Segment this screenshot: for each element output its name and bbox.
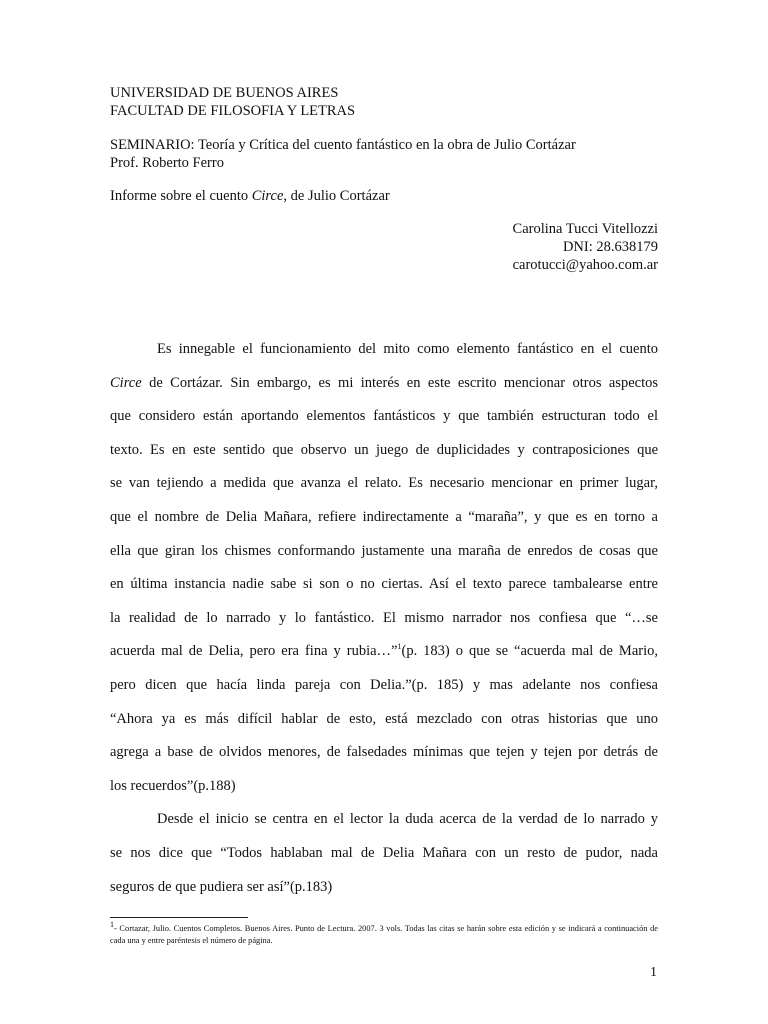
body-line: que considero están aportando elementos fantásticos y que también estructuran todo el [110, 408, 658, 425]
essay-body [110, 333, 658, 904]
body-line: Desde el inicio se centra en el lector la duda acerca de la verdad de lo narrado y [157, 811, 658, 828]
body-line: “Ahora ya es más difícil hablar de esto, está mezclado con otras historias que uno [110, 710, 658, 727]
body-line: texto. Es en este sentido que observo un juego de duplicidades y contraposiciones que [110, 441, 658, 458]
author-block [513, 220, 658, 274]
author-name: Carolina Tucci Vitellozzi [512, 221, 658, 237]
footnote-ref[interactable]: 1 [397, 642, 402, 652]
professor-name: Prof. Roberto Ferro [110, 155, 224, 171]
report-title-line [110, 188, 390, 205]
footnote-text: - Cortazar, Julio. Cuentos Completos. Buenos Aires. Punto de Lectura. 2007. 3 vols. Todas las citas se harán sobre esta edición y se indicará a continuación de cada una y entre paréntesis el número de página. [110, 924, 658, 945]
story-title: Circe [251, 188, 284, 204]
body-line: los recuerdos”(p.188) [110, 777, 236, 794]
body-line: ella que giran los chismes conformando justamente una maraña de enredos de cosas que [110, 542, 658, 559]
body-line: se nos dice que “Todos hablaban mal de Delia Mañara con un resto de pudor, nada [110, 844, 658, 861]
author-dni: DNI: 28.638179 [562, 239, 658, 255]
body-line: Es innegable el funcionamiento del mito como elemento fantástico en el cuento [157, 341, 658, 357]
footnote-divider [110, 917, 248, 918]
body-line: en última instancia nadie sabe si son o no ciertas. Así el texto parece tambalearse entre [110, 576, 658, 593]
body-line: Circe de Cortázar. Sin embargo, es mi interés en este escrito mencionar otros aspectos [110, 374, 658, 391]
body-line: pero dicen que hacía linda pareja con Delia.”(p. 185) y mas adelante nos confiesa [110, 676, 658, 693]
report-suffix: , de Julio Cortázar [283, 188, 390, 204]
body-line: que el nombre de Delia Mañara, refiere indirectamente a “maraña”, y que es en torno a [110, 508, 658, 525]
seminar-title: SEMINARIO: Teoría y Crítica del cuento fantástico en la obra de Julio Cortázar [110, 137, 576, 153]
footnote [110, 920, 658, 947]
story-title-inline: Circe [110, 374, 142, 391]
footnote-marker: 1 [110, 920, 114, 930]
body-line: seguros de que pudiera ser así”(p.183) [110, 878, 333, 895]
report-prefix: Informe sobre el cuento [110, 188, 252, 204]
body-line: acuerda mal de Delia, pero era fina y rubia…”$^1$(p. 183) o que se “acuerda mal de Mario, [110, 642, 658, 660]
university-name: UNIVERSIDAD DE BUENOS AIRES [110, 85, 339, 101]
author-email: carotucci@yahoo.com.ar [512, 257, 658, 273]
faculty-name: FACULTAD DE FILOSOFIA Y LETRAS [110, 103, 356, 119]
body-line: agrega a base de olvidos menores, de falsedades mínimas que tejen y tejen por detrás de [110, 744, 658, 761]
body-line: la realidad de lo narrado y lo fantástico. El mismo narrador nos confiesa que “…se [110, 609, 658, 626]
body-line: se van tejiendo a medida que avanza el relato. Es necesario mencionar en primer lugar, [110, 475, 658, 492]
page-number: 1 [650, 965, 657, 980]
